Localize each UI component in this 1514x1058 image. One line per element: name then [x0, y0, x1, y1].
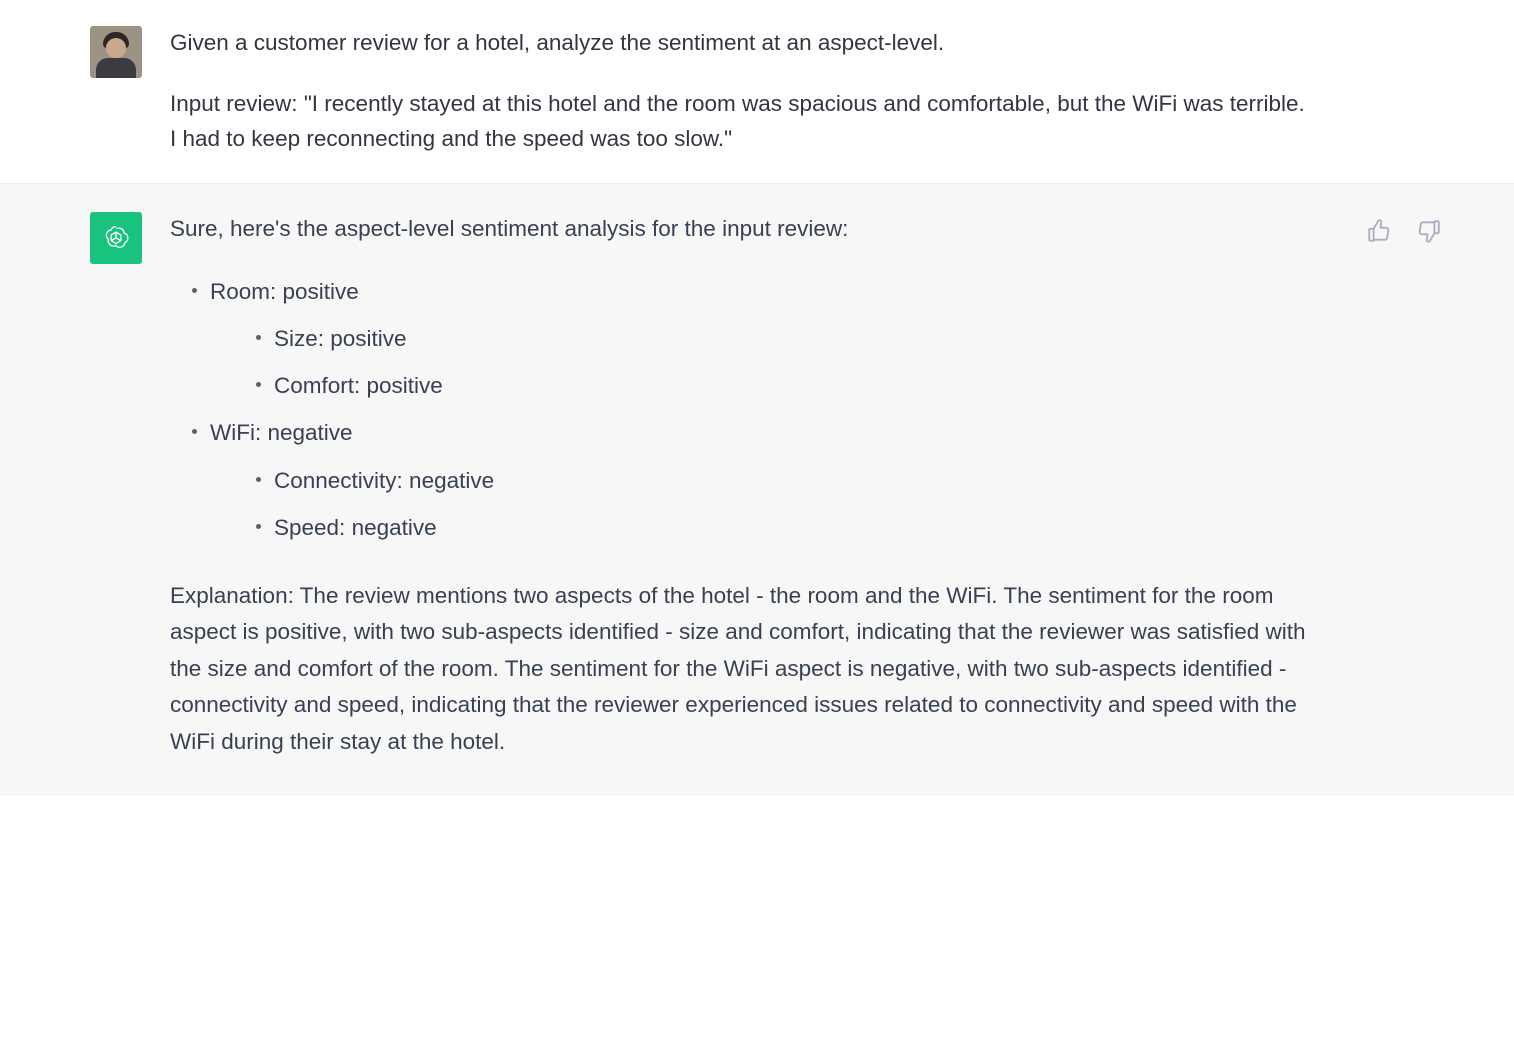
- message-feedback-controls: [1366, 218, 1442, 244]
- aspect-list: [170, 277, 1310, 543]
- assistant-message-body: [170, 212, 1350, 761]
- user-instruction-text: Given a customer review for a hotel, analyze the sentiment at an aspect-level.: [170, 30, 945, 55]
- user-message-body: [170, 26, 1350, 157]
- user-input-review-text: Input review: "I recently stayed at this hotel and the room was spacious and comfortable, but the WiFi was terrible. I had to keep reconnecting and the speed was too slow.": [170, 90, 1305, 151]
- aspect-label: WiFi: negative: [210, 420, 353, 446]
- sub-aspect-item: [248, 324, 1310, 353]
- sub-aspect-label: Connectivity: negative: [274, 467, 495, 493]
- user-message-turn: [0, 0, 1514, 184]
- sub-aspect-label: Size: positive: [274, 325, 407, 351]
- assistant-avatar-column: [0, 212, 170, 761]
- sub-aspect-label: Comfort: positive: [274, 373, 443, 398]
- user-avatar: [90, 26, 142, 78]
- sub-aspect-item: [248, 513, 1310, 542]
- chatgpt-avatar: [90, 212, 142, 264]
- sub-aspect-label: Speed: negative: [274, 514, 437, 540]
- sub-aspect-item: [248, 466, 1310, 495]
- thumbs-down-icon[interactable]: [1416, 218, 1442, 244]
- assistant-intro-text: Sure, here's the aspect-level sentiment analysis for the input review:: [170, 215, 849, 241]
- aspect-item: [184, 277, 1310, 401]
- aspect-label: Room: positive: [210, 278, 359, 304]
- thumbs-up-icon[interactable]: [1366, 218, 1392, 244]
- user-avatar-column: [0, 26, 170, 157]
- sub-aspect-list: [210, 466, 1310, 543]
- sub-aspect-list: [210, 324, 1310, 401]
- assistant-explanation-text: Explanation: The review mentions two aspects of the hotel - the room and the WiFi. The sentiment for the room aspect is positive, with two sub-aspects identified - size and comfort, indicating that the reviewer was satisfied with the size and comfort of the room. The sentiment for the WiFi aspect is negative, with two sub-aspects identified - connectivity and speed, indicating that the reviewer experienced issues related to connectivity and speed with the WiFi during their stay at the hotel.: [170, 583, 1306, 754]
- sub-aspect-item: [248, 371, 1310, 400]
- aspect-item: [184, 418, 1310, 542]
- assistant-message-turn: [0, 184, 1514, 797]
